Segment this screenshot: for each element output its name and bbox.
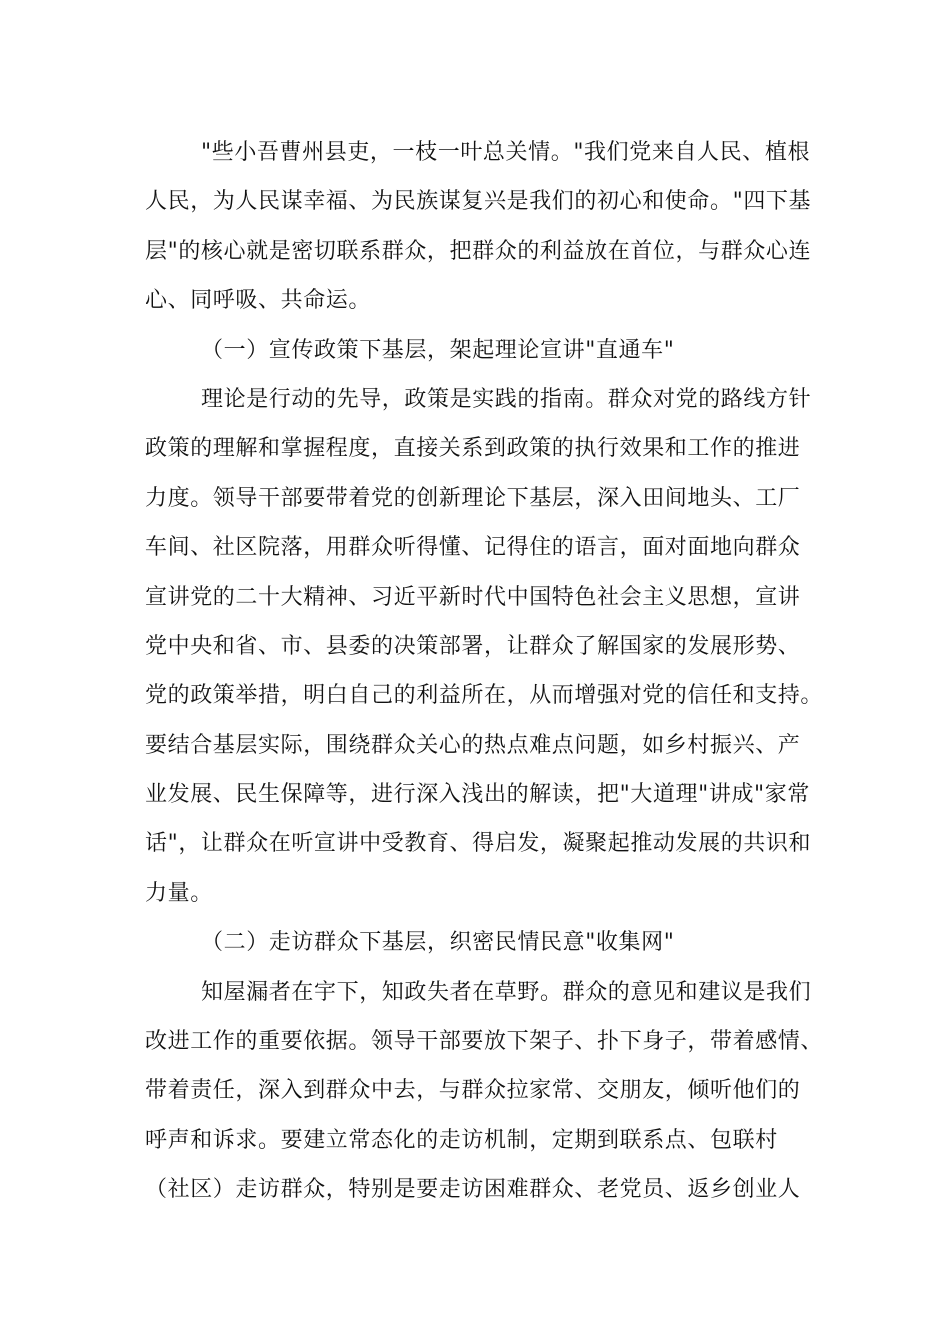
text-line: 宣讲党的二十大精神、习近平新时代中国特色社会主义思想，宣讲	[145, 584, 801, 610]
text-line: 话"，让群众在听宣讲中受教育、得启发，凝聚起推动发展的共识和	[145, 831, 812, 857]
text-line: 人民，为人民谋幸福、为民族谋复兴是我们的初心和使命。"四下基	[145, 189, 812, 215]
text-line: （二）走访群众下基层，织密民情民意"收集网"	[201, 930, 675, 956]
text-line: 层"的核心就是密切联系群众，把群众的利益放在首位，与群众心连	[145, 238, 812, 264]
text-line: 党中央和省、市、县委的决策部署，让群众了解国家的发展形势、	[145, 633, 801, 659]
text-line: 政策的理解和掌握程度，直接关系到政策的执行效果和工作的推进	[145, 436, 801, 462]
text-line: 力度。领导干部要带着党的创新理论下基层，深入田间地头、工厂	[145, 485, 801, 511]
text-line: 党的政策举措，明白自己的利益所在，从而增强对党的信任和支持。	[145, 683, 824, 709]
text-line: 业发展、民生保障等，进行深入浅出的解读，把"大道理"讲成"家常	[145, 782, 810, 808]
text-line: 要结合基层实际，围绕群众关心的热点难点问题，如乡村振兴、产	[145, 732, 801, 758]
text-line: 带着责任，深入到群众中去，与群众拉家常、交朋友，倾听他们的	[145, 1078, 801, 1104]
text-line: （一）宣传政策下基层，架起理论宣讲"直通车"	[201, 337, 675, 363]
document-body	[145, 128, 825, 1215]
text-line: 力量。	[145, 880, 213, 906]
text-line: 理论是行动的先导，政策是实践的指南。群众对党的路线方针	[201, 386, 812, 412]
text-line: 呼声和诉求。要建立常态化的走访机制，定期到联系点、包联村	[145, 1127, 778, 1153]
text-line: （社区）走访群众，特别是要走访困难群众、老党员、返乡创业人	[145, 1177, 801, 1203]
text-line: 知屋漏者在宇下，知政失者在草野。群众的意见和建议是我们	[201, 979, 812, 1005]
text-line: 改进工作的重要依据。领导干部要放下架子、扑下身子，带着感情、	[145, 1029, 824, 1055]
text-line: 心、同呼吸、共命运。	[145, 288, 372, 314]
text-line: "些小吾曹州县吏，一枝一叶总关情。"我们党来自人民、植根	[201, 140, 811, 165]
text-line: 车间、社区院落，用群众听得懂、记得住的语言，面对面地向群众	[145, 535, 801, 561]
